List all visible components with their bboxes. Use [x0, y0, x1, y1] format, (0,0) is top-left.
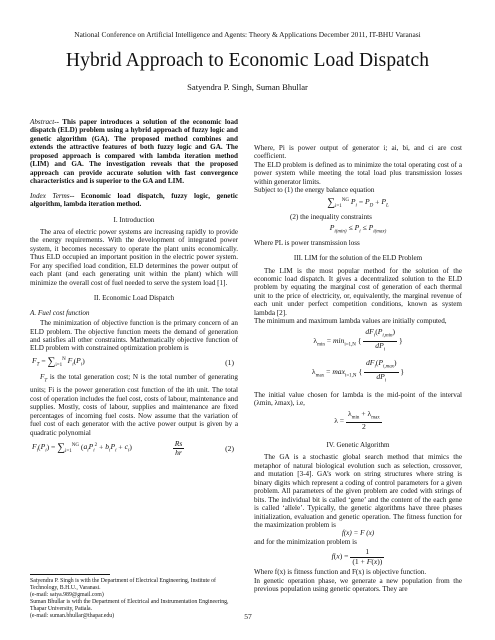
genetic-operation-paragraph: In genetic operation phase, we generate a new population from the previous population using genetic operators. They are	[254, 576, 462, 594]
ft-subscript: T	[44, 378, 48, 384]
equation-1-number: (1)	[225, 357, 234, 367]
section-heading-eld: II. Economic Load Dispatch	[93, 294, 175, 303]
lambda-midpoint-equation: λ = $\frac{\lambda_{min} + \lambda_{max}}{2}$	[334, 408, 380, 432]
ga-paragraph: The GA is a stochastic global search method that mimics the metaphor of natural biological evolution such as selection, crossover, and mutation [3-4]. GA’s work on string structures where string is binary digits which represent a coding of control parameters for a given problem. All parameters of the given problem are coded with strings of bits. The individual bit is called ‘gene’ and the content of the each gene is called ‘allele’. Typically, the genetic algorithms have three phases initialization, evaluation and genetic operation. The fitness function for the maximization problem is	[254, 453, 462, 529]
running-header: National Conference on Artificial Intelligence and Agents: Theory & Applications December 2011, IT-BHU Varanasi	[74, 30, 421, 39]
total-cost-paragraph	[30, 373, 238, 437]
subject-to-line: Subject to (1) the energy balance equation	[254, 186, 375, 195]
energy-balance-equation: $\sum_{i=1}^{NG}$ $P_i = P_D + P_L$	[327, 196, 389, 209]
index-terms-label: Index Terms	[30, 191, 70, 200]
equation-1: $F_T = \sum_{i=1}^N$ $F_i(P_i)$ (1)	[32, 355, 234, 368]
section-heading-lim: III. LIM for the solution of the ELD Problem	[293, 254, 423, 263]
equation-2-number: (2)	[225, 443, 234, 453]
eld-definition: The ELD problem is defined as to minimize the total operating cost of a power system while meeting the total load plus transmission losses within generator limits.	[254, 160, 462, 186]
cost-coefficient-text: Where, Pi is power output of generator i; ai, bi, and ci are cost coefficient.	[254, 144, 462, 161]
right-column	[254, 144, 462, 594]
abstract	[30, 118, 238, 186]
subsection-fuel-cost: A. Fuel cost function	[30, 308, 90, 317]
footnote-line-3: Suman Bhullar is with the Department of Electrical and Instrumentation Engineering, Thapar University, Patiala.	[30, 599, 229, 613]
inequality-line: (2) the inequality constraints	[290, 213, 372, 222]
lambda-min-equation: $\lambda_{min} = \min_{i=1,N}$ { $\frac{dF_i(P_{i,min})}{dP_i}$ }	[313, 326, 403, 353]
footnote-line-1: Satyendra P. Singh is with the Department of Electrical Engineering, Institute of Technology, B.H.U., Varanasi.	[30, 578, 216, 592]
page-number: 57	[244, 612, 252, 621]
authors: Satyendra P. Singh, Suman Bhullar	[187, 82, 308, 92]
abstract-label: Abstract	[30, 118, 55, 126]
initial-lambda-paragraph: The initial value chosen for lambda is the mid-point of the interval (λmin, λmax), i.e,	[254, 390, 462, 408]
footnote-line-4: (e-mail: suman.bhullar@thapar.edu)	[30, 613, 115, 620]
lim-paragraph: The LIM is the most popular method for the solution of the economic load dispatch. It gives a decentralized solution to the ELD problem by equating the marginal cost of generation of each thermal unit to the price of electricity, or, equivalently, the marginal revenue of each unit under perfect competition conditions, known as system lambda [2].	[254, 266, 462, 317]
index-terms-text: -- Economic load dispatch, fuzzy logic, genetic algorithm, lambda iteration method.	[30, 191, 238, 209]
equation-2: $F_i(P_i) = \sum_{i=1}^{NG}$ $(a_iP_i^2 + b_iP_i + c_i)$ $\frac{Rs}{hr}$ (2)	[32, 438, 234, 458]
ft-symbol: F	[40, 373, 45, 382]
minmax-paragraph: The minimum and maximum lambda values are initially computed,	[254, 317, 447, 326]
left-column	[30, 118, 238, 461]
paper-title: Hybrid Approach to Economic Load Dispatch	[65, 50, 430, 71]
inequality-equation: $P_{i(min)} \le P_i \le P_{i(max)}$	[329, 222, 387, 235]
minimization-line: and for the minimization problem is	[254, 537, 357, 546]
fitness-definition-line: Where f(x) is fitness function and F(x) is objective function.	[254, 568, 427, 577]
equation-2-unit: $\frac{Rs}{hr}$	[174, 438, 183, 458]
index-terms	[30, 192, 238, 209]
author-footnote	[30, 578, 240, 621]
footnote-line-2: (e-mail: satya.989@gmail.com)	[30, 592, 104, 599]
fitness-min-equation: f(x) = $\frac{1}{(1 + F(x))}$	[331, 547, 383, 566]
fitness-max-equation: f(x) = F (x)	[341, 529, 375, 538]
section-heading-introduction: I. Introduction	[113, 215, 155, 224]
total-cost-text: is the total generation cost; N is the total number of generating units; Fi is the power generation cost function of the ith unit. The total cost of operation includes the fuel cost, costs of labour, maintenance and supplies. Mostly, costs of labour, supplies and maintenance are fixed percentages of incoming fuel costs. Now assume that the variation of fuel cost of each generator with the active power output is given by a quadratic polynomial	[30, 373, 238, 437]
abstract-text: -- This paper introduces a solution of the economic load dispatch (ELD) problem using a hybrid approach of fuzzy logic and genetic algorithm (GA). The proposed method combines and extends the attractive features of both fuzzy logic and GA. The proposed approach is compared with lambda iteration method (LIM) and GA. The investigation reveals that the proposed approach can provide accurate solution with fast convergence characteristics and is superior to the GA and LIM.	[30, 118, 238, 186]
footnote-rule	[30, 574, 110, 575]
power-loss-line: Where PL is power transmission loss	[254, 238, 360, 247]
lambda-max-equation: $\lambda_{max} = \max_{i=1,N}$ { $\frac{dF_i(P_{i,max})}{dP_i}$ }	[311, 357, 405, 384]
introduction-paragraph: The area of electric power systems are increasing rapidly to provide the energy requirements. With the development of integrated power system, it becomes necessary to operate the plant units economically. Thus ELD occupied an important position in the electric power system. For any specified load condition, ELD determines the power output of each plant (and each generating unit within the plant) which will minimize the overall cost of fuel needed to serve the system load [1].	[30, 227, 238, 287]
fuel-cost-paragraph: The minimization of objective function is the primary concern of an ELD problem. The objective function meets the demand of generation and satisfies all other constraints. Mathematically objective function of ELD problem with constrained optimization problem is	[30, 319, 238, 353]
section-heading-ga: IV. Genetic Algorithm	[326, 440, 390, 449]
